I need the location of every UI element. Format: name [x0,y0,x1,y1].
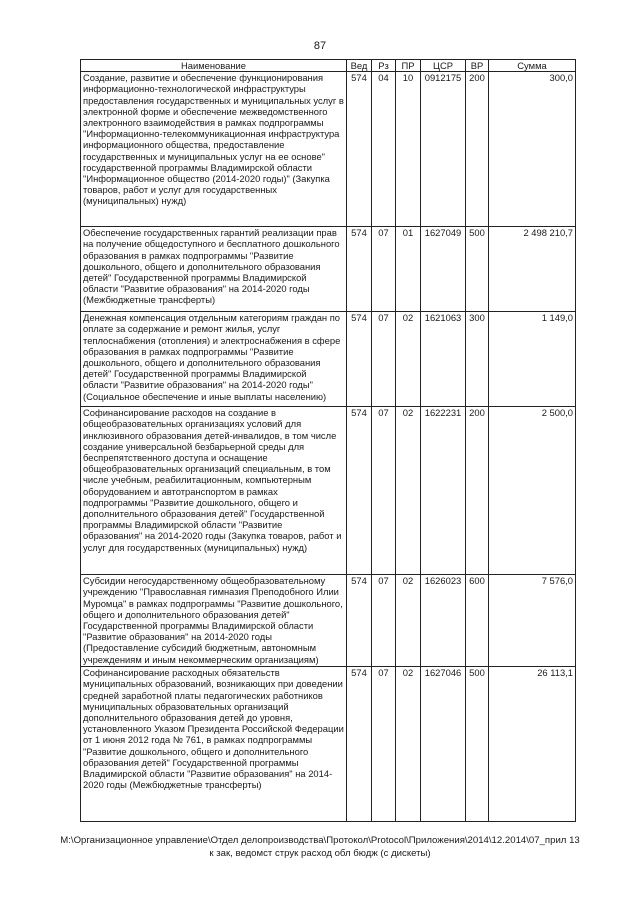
row-vr: 200 [466,407,489,575]
row-ved: 574 [347,227,372,312]
row-ved: 574 [347,575,372,667]
row-sum: 2 498 210,7 [489,227,576,312]
row-pr: 02 [396,312,421,407]
row-name: Обеспечение государственных гарантий реализации прав на получение общедоступного и бесплатного дошкольного образования в рамках подпрограммы "Развитие дошкольного, общего и дополнительного образования детей" Государственной программы Владимирской области "Развитие образования" на 2014-2020 годы (Межбюджетные трансферты) [81,227,347,312]
row-vr: 300 [466,312,489,407]
table-header-row [81,60,576,72]
table-row [81,407,576,575]
row-ved: 574 [347,312,372,407]
table-row [81,72,576,227]
table-row [81,312,576,407]
table-row [81,575,576,667]
footer-description: к зак, ведомст струк расход обл бюдж (с дискеты) [209,848,431,859]
header-ved: Вед [347,60,372,72]
row-pr: 02 [396,407,421,575]
row-csr: 1627046 [421,667,466,822]
row-rz: 07 [372,667,396,822]
row-rz: 04 [372,72,396,227]
row-sum: 1 149,0 [489,312,576,407]
row-sum: 26 113,1 [489,667,576,822]
header-pr: ПР [396,60,421,72]
table-row [81,227,576,312]
row-pr: 01 [396,227,421,312]
row-name: Софинансирование расходных обязательств муниципальных образований, возникающих при доведении средней заработной платы педагогических работников муниципальных образовательных организаций дополнительного образования детей до уровня, установленного Указом Президента Российской Федерации от 1 июня 2012 года № 761, в рамках подпрограммы "Развитие дошкольного, общего и дополнительного образования детей" Государственной программы Владимирской области "Развитие образования" на 2014-2020 годы (Межбюджетные трансферты) [81,667,347,822]
header-vr: ВР [466,60,489,72]
row-pr: 02 [396,667,421,822]
document-footer [55,834,585,860]
row-ved: 574 [347,72,372,227]
budget-table [80,59,576,822]
table-row [81,667,576,822]
row-csr: 1621063 [421,312,466,407]
row-sum: 7 576,0 [489,575,576,667]
header-sum: Сумма [489,60,576,72]
page-number: 87 [313,40,327,52]
row-csr: 0912175 [421,72,466,227]
row-vr: 500 [466,227,489,312]
row-rz: 07 [372,312,396,407]
row-name: Субсидии негосударственному общеобразовательному учреждению "Православная гимназия Преподобного Илии Муромца" в рамках подпрограммы "Развитие дошкольного, общего и дополнительного образования детей" Государственной программы Владимирской области "Развитие образования" на 2014-2020 годы (Предоставление субсидий бюджетным, автономным учреждениям и иным некоммерческим организациям) [81,575,347,667]
row-vr: 200 [466,72,489,227]
row-name: Создание, развитие и обеспечение функционирования информационно-технологической инфраструктуры предоставления государственных и муниципальных услуг в электронной форме и обеспечение межведомственного электронного взаимодействия в рамках подпрограммы "Информационно-телекоммуникационная инфраструктура информационного общества, предоставление государственных и муниципальных услуг на ее основе" государственной программы Владимирской области "Информационное общество (2014-2020 годы)" (Закупка товаров, работ и услуг для государственных (муниципальных) нужд) [81,72,347,227]
row-ved: 574 [347,407,372,575]
row-pr: 10 [396,72,421,227]
row-sum: 300,0 [489,72,576,227]
footer-file-path: М:\Организационное управление\Отдел делопроизводства\Протокол\Protocol\Приложения\2014\12.2014\07_прил 13 [60,835,580,846]
header-csr: ЦСР [421,60,466,72]
header-rz: Рз [372,60,396,72]
row-rz: 07 [372,407,396,575]
row-ved: 574 [347,667,372,822]
row-pr: 02 [396,575,421,667]
row-csr: 1627049 [421,227,466,312]
row-rz: 07 [372,575,396,667]
header-name: Наименование [81,60,347,72]
row-sum: 2 500,0 [489,407,576,575]
row-vr: 600 [466,575,489,667]
row-name: Софинансирование расходов на создание в общеобразовательных организациях условий для инклюзивного образования детей-инвалидов, в том числе создание универсальной безбарьерной среды для беспрепятственного доступа и оснащение общеобразовательных организаций специальным, в том числе учебным, реабилитационным, компьютерным оборудованием и автотранспортом в рамках подпрограммы "Развитие дошкольного, общего и дополнительного образования детей" Государственной программы Владимирской области "Развитие образования" на 2014-2020 годы (Закупка товаров, работ и услуг для государственных (муниципальных) нужд) [81,407,347,575]
row-name: Денежная компенсация отдельным категориям граждан по оплате за содержание и ремонт жилья, услуг теплоснабжения (отопления) и электроснабжения в сфере образования в рамках подпрограммы "Развитие дошкольного, общего и дополнительного образования детей" Государственной программы Владимирской области "Развитие образования" на 2014-2020 годы" (Социальное обеспечение и иные выплаты населению) [81,312,347,407]
row-rz: 07 [372,227,396,312]
row-csr: 1626023 [421,575,466,667]
row-vr: 500 [466,667,489,822]
row-csr: 1622231 [421,407,466,575]
